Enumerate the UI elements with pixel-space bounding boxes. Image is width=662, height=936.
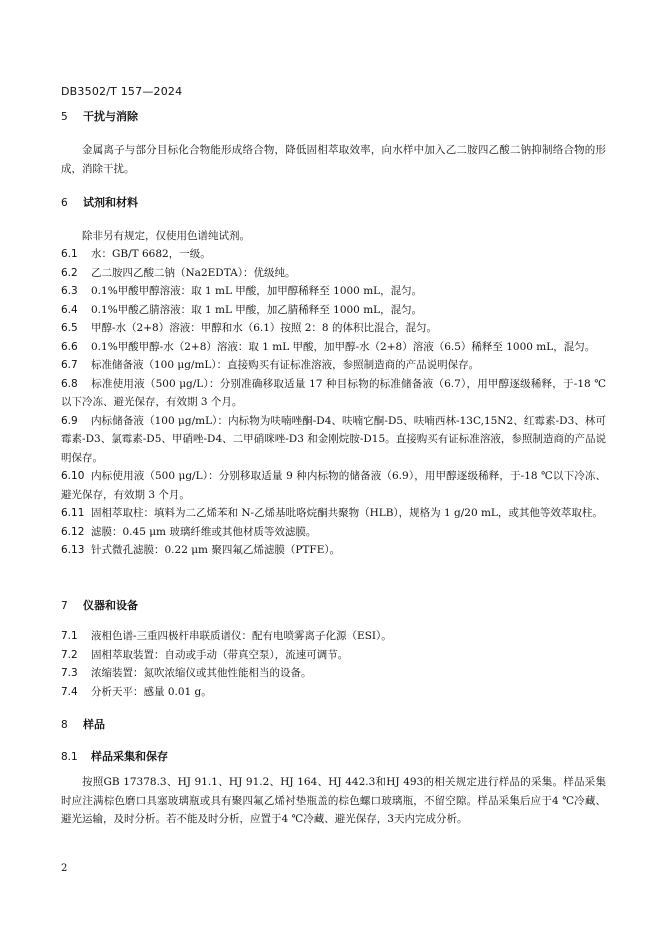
section-6-intro: 除非另有规定，仅使用色谱纯试剂。 [82,230,250,242]
list-item [61,356,606,375]
item-text: 内标使用液（500 μg/L）：分别移取适量 9 种内标物的储备液（6.9），用甲醇逐级稀释，于-18 ℃以下冷冻、避光保存，有效期 3 个月。 [61,470,606,501]
item-text: 固相萃取装置：自动或手动（带真空泵），流速可调节。 [91,648,349,661]
section-7-list [61,627,606,701]
item-number: 7.2 [61,648,78,661]
section-6-heading [61,194,606,210]
list-item [61,245,606,264]
item-text: 固相萃取柱：填料为二乙烯苯和 N-乙烯基吡咯烷酮共聚物（HLB），规格为 1 g/20 mL，或其他等效萃取柱。 [91,507,603,519]
list-item [61,467,606,504]
section-title: 干扰与消除 [83,110,138,123]
item-text: 标准储备液（100 μg/mL）：直接购买有证标准溶液，参照制造商的产品说明保存。 [91,359,480,371]
section-5-heading [61,108,606,124]
list-item [61,282,606,301]
list-item [61,319,606,338]
item-number: 6.3 [61,285,78,297]
subsection-number: 8.1 [61,751,78,763]
item-number: 6.11 [61,507,85,519]
section-title: 样品 [83,718,105,731]
list-item [61,338,606,357]
list-item [61,627,606,646]
item-text: 针式微孔滤膜：0.22 μm 聚四氟乙烯滤膜（PTFE）。 [91,544,341,556]
item-text: 0.1%甲酸甲醇溶液：取 1 mL 甲酸，加甲醇稀释至 1000 mL，混匀。 [91,285,423,297]
item-text: 分析天平：感量 0.01 g。 [91,685,212,698]
item-number: 6.2 [61,266,78,279]
item-number: 6.12 [61,525,85,538]
list-item [61,523,606,542]
item-text: 乙二胺四乙酸二钠（Na2EDTA）：优级纯。 [91,266,296,279]
list-item [61,504,606,523]
item-text: 滤膜：0.45 μm 玻璃纤维或其他材质等效滤膜。 [91,525,317,538]
list-item [61,412,606,468]
item-text: 甲醇-水（2+8）溶液：甲醇和水（6.1）按照 2：8 的体积比混合，混匀。 [91,322,437,334]
item-number: 6.4 [61,303,78,316]
item-text: 浓缩装置：氮吹浓缩仪或其他性能相当的设备。 [91,667,312,679]
item-number: 6.6 [61,340,78,353]
section-number: 5 [61,111,68,123]
list-item [61,646,606,665]
section-8-1-heading [61,748,606,764]
item-text: 水：GB/T 6682，一级。 [91,248,211,260]
section-title: 试剂和材料 [83,196,138,209]
item-number: 6.7 [61,359,78,371]
item-number: 7.4 [61,685,78,698]
list-item [61,301,606,320]
section-6-list [61,245,606,560]
item-text: 0.1%甲酸甲醇-水（2+8）溶液：取 1 mL 甲酸，加甲醇-水（2+8）溶液（6.5）稀释至 1000 mL，混匀。 [91,340,596,353]
item-text: 液相色谱-三重四极杆串联质谱仪：配有电喷雾离子化源（ESI）。 [91,630,392,642]
page-number: 2 [61,863,68,874]
list-item [61,264,606,283]
list-item [61,375,606,412]
item-number: 7.3 [61,667,78,679]
section-8-heading [61,716,606,732]
item-number: 6.13 [61,544,85,556]
list-item [61,664,606,683]
list-item [61,683,606,702]
item-number: 6.10 [61,470,85,482]
section-8-1-paragraph: 按照GB 17378.3、HJ 91.1、HJ 91.2、HJ 164、HJ 442.3和HJ 493的相关规定进行样品的采集。样品采集时应注满棕色磨口具塞玻璃瓶或具有聚四氟乙烯衬垫瓶盖的棕色螺口玻璃瓶，不留空隙。样品采集后应于4 ℃冷藏、避光运输，及时分析。若不能及时分析，应置于4 ℃冷藏、避光保存，3天内完成分析。 [61,776,606,825]
item-number: 6.1 [61,248,78,260]
item-text: 0.1%甲酸乙腈溶液：取 1 mL 甲酸，加乙腈稀释至 1000 mL，混匀。 [91,303,423,316]
item-number: 6.9 [61,414,78,427]
section-number: 6 [61,197,68,209]
item-text: 标准使用液（500 μg/L）：分别准确移取适量 17 种目标物的标准储备液（6.7），用甲醇逐级稀释，于-18 ℃以下冷冻、避光保存，有效期 3 个月。 [61,377,606,408]
subsection-title: 样品采集和保存 [91,750,168,763]
section-7-heading [61,597,606,613]
list-item [61,541,606,560]
item-number: 6.8 [61,377,78,390]
document-code: DB3502/T 157—2024 [61,85,183,98]
section-number: 8 [61,719,68,731]
section-title: 仪器和设备 [83,599,138,612]
item-text: 内标储备液（100 μg/mL）：内标物为呋喃唑酮-D4、呋喃它酮-D5、呋喃西林-13C,15N2、红霉素-D3、林可霉素-D3、氯霉素-D5、甲硝唑-D4、二甲硝咪唑-D3 和金刚烷胺-D15。直接购买有证标准溶液，参照制造商的产品说明保存。 [61,414,606,464]
item-number: 7.1 [61,630,78,642]
item-number: 6.5 [61,322,78,334]
section-number: 7 [61,600,68,612]
section-5-paragraph: 金属离子与部分目标化合物能形成络合物，降低固相萃取效率，向水样中加入乙二胺四乙酸二钠抑制络合物的形成，消除干扰。 [61,144,606,175]
